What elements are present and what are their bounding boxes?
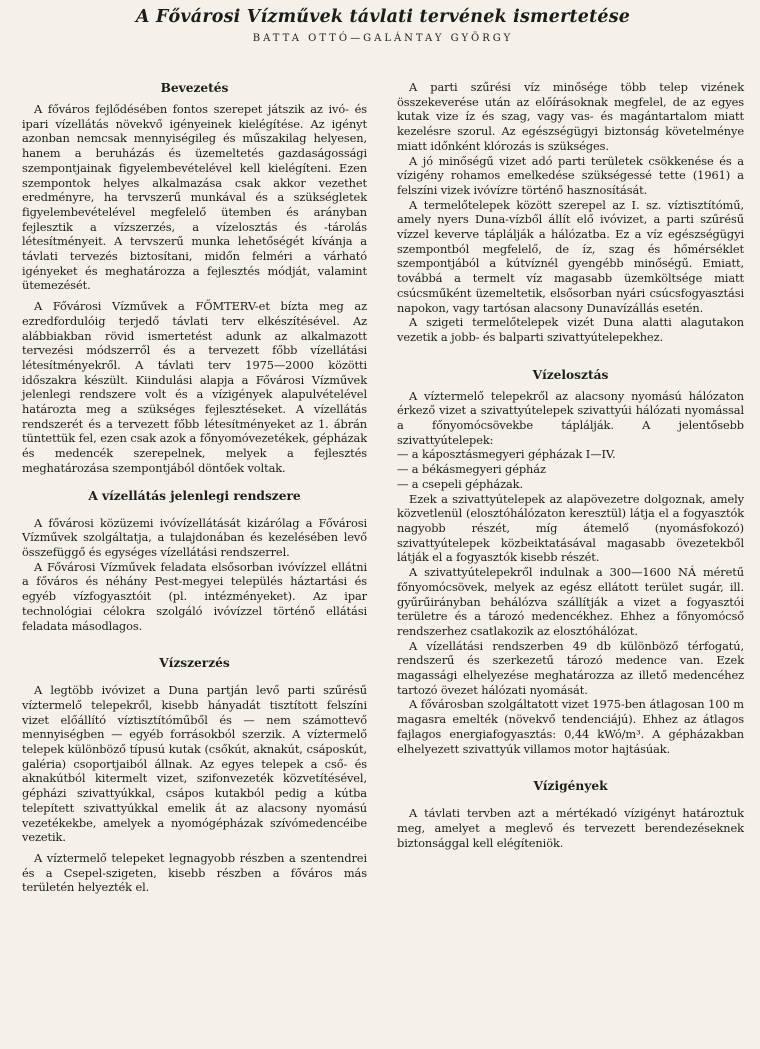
paragraph: A víztermelő telepekről az alacsony nyomású hálózaton érkező vizet a szivattyútelepek szivattyúi hálózati nyomással a főnyomócsövekbe táplálják. A jelentősebb szivattyútelepek: [397, 388, 744, 447]
paragraph: Ezek a szivattyútelepek az alapövezetre dolgoznak, amely közvetlenül (elosztóhálózaton keresztül) látja el a fogyasztók nagyobb részét, míg átemelő (nyomásfokozó) szivattyútelepek közbeiktatásával magasabb övezetekből látják el a fogyasztók kisebb részét. [397, 491, 744, 565]
list-item: — a káposztásmegyeri gépházak I—IV. [397, 447, 616, 462]
list-item: — a békásmegyeri gépház [397, 462, 546, 477]
heading-water-supply: Vízszerzés [159, 656, 230, 671]
list-item: — a csepeli gépházak. [397, 476, 523, 491]
heading-intro: Bevezetés [160, 81, 229, 95]
article-authors: BATTA OTTÓ—GALÁNTAY GYÖRGY [252, 33, 514, 44]
paragraph: A parti szűrési víz minősége több telep vizének összekeverése után az előírásoknak megfelel, de az egyes kutak vize íz és szag, vagy vas- és magántartalom miatt kezelésre szorul. Az egészségügyi biztonság követelménye miatt időnként klórozás is szükséges. [397, 80, 744, 153]
paragraph: A Fővárosi Vízművek a FŐMTERV-et bízta meg az ezredfordulóig terjedő távlati terv elkészítésével. Az alábbiakban rövid ismertetést adunk az alkalmazott tervezési módszerről és a tervezett főbb vízellátási létesítményekről. A távlati terv 1975—2000 közötti időszakra készült. Kiindulási alapja a Fővárosi Vízművek jelenlegi rendszere volt és a vízigények alapulvételével határozta meg a szükséges fejlesztéseket. A vízellátás rendszerét és a tervezett főbb létesítményeket az 1. ábrán tüntettük fel, ezen csak azok a főnyomóvezetékek, gépházak és medencék szerepelnek, melyek a fejlesztés meghatározása szempontjából döntőek voltak. [22, 299, 367, 475]
paragraph: A fővárosi közüzemi ivóvízellátását kizárólag a Fővárosi Vízművek szolgáltatja, a tulajdonában és kezelésében levő összefüggő és egységes vízellátási rendszerrel. [22, 515, 367, 559]
paragraph: A szivattyútelepekről indulnak a 300—1600 NÁ méretű főnyomócsövek, melyek az egész ellátott terület sugár, ill. gyűrűirányban behálózva szállítják a vizet a fogyasztói területre és a tározó medencékhez. Ehhez a főnyomócső rendszerhez csatlakozik az elosztóhálózat. [397, 565, 744, 638]
right-column [397, 80, 744, 850]
paragraph: A vízellátási rendszerben 49 db különböző térfogatú, rendszerű és szerkezetű tározó medence van. Ezek magassági elhelyezése meghatározza az illető medencéhez tartozó övezet hálózati nyomását. [397, 638, 744, 697]
heading-current-system: A vízellátás jelenlegi rendszere [88, 488, 301, 503]
paragraph: A távlati tervben azt a mértékadó vízigényt határoztuk meg, amelyet a meglevő és tervezett berendezéseknek biztonsággal kell elégíteniök. [397, 806, 744, 850]
paragraph: A termelőtelepek között szerepel az I. sz. víztisztítómű, amely nyers Duna-vízből állít elő ivóvizet, a parti szűrésű vízzel keverve táplálják a hálózatba. Ez a víz egészségügyi szempontból megfelelő, de íz, szag és hőmérséklet szempontjából a kútvíznél gyengébb minőségű. Emiatt, továbbá a termelt víz magasabb üzemköltsége miatt csúcsműként üzemeltetik, elsősorban nyári csúcsfogyasztási napokon, vagy tartósan alacsony Dunavízállás esetén. [397, 197, 744, 315]
paragraph: A víztermelő telepeket legnagyobb részben a szentendrei és a Csepel-szigeten, kisebb részben a főváros más területén helyezték el. [22, 850, 367, 895]
article-title: A Fővárosi Vízművek távlati tervének ismertetése [135, 7, 631, 27]
paragraph: A legtöbb ivóvizet a Duna partján levő parti szűrésű víztermelő telepekről, kisebb hányadát tisztított felszíni vizet előállító víztisztítóműből és — nem számottevő mennyiségben — egyéb forrásokból szerzik. A víztermelő telepek különböző típusú kutak (csőkút, aknakút, csáposkút, galéria) csoportjaiból állnak. Az egyes telepek a cső- és aknakútból kitermelt vizet, szifonvezeték közvetítésével, gépházi szivattyúkkal, csápos kutakból pedig a kútba telepített szivattyúkkal emelik át az alacsony nyomású vezetékekbe, amelyek a nyomógépházak szívómedencéibe vezetik. [22, 683, 367, 845]
heading-water-demand: Vízigények [533, 779, 608, 794]
paragraph: A jó minőségű vizet adó parti területek csökkenése és a vízigény rohamos emelkedése szükségessé tette (1961) a felszíni vizek ivóvízre történő hasznosítását. [397, 153, 744, 197]
paragraph: A fővárosban szolgáltatott vizet 1975-ben átlagosan 100 m magasra emelték (növekvő tendenciájú). Ehhez az átlagos fajlagos energiafogyasztás: 0,44 kWó/m³. A gépházakban elhelyezett szivattyúk villamos motor hajtásúak. [397, 697, 744, 756]
left-column [22, 80, 367, 895]
paragraph: A főváros fejlődésében fontos szerepet játszik az ivó- és ipari vízellátás növekvő igényeinek kielégítése. Az igényt azonban nemcsak mennyiségileg és műszakilag helyesen, hanem a beruházás és üzemeltetés gazdaságossági szempontjainak figyelembevételével kell kielégíteni. Ezen szempontok helyes alkalmazása csak akkor vezethet eredményre, ha tervszerű munkával és a szükségletek figyelembevételével megfelelő ütemben és arányban fejlesztik a vízszerzés, a vízelosztás és -tárolás létesítményeit. A tervszerű munka lehetőségét kívánja a távlati tervezés biztosítani, midőn felméri a várható igényeket és meghatározza a fejlesztés módját, valamint ütemezését. [22, 102, 367, 293]
paragraph: A Fővárosi Vízművek feladata elsősorban ivóvízzel ellátni a főváros és néhány Pest-megyei település háztartási és egyéb vízfogyasztóit (pl. intézményeket). Az ipar technológiai célokra szolgáló ivóvízzel történő ellátási feladata másodlagos. [22, 559, 367, 633]
paragraph: A szigeti termelőtelepek vizét Duna alatti alagutakon vezetik a jobb- és balparti szivattyútelepekhez. [397, 315, 744, 344]
article-body [22, 80, 744, 1049]
heading-distribution: Vízelosztás [532, 367, 609, 382]
